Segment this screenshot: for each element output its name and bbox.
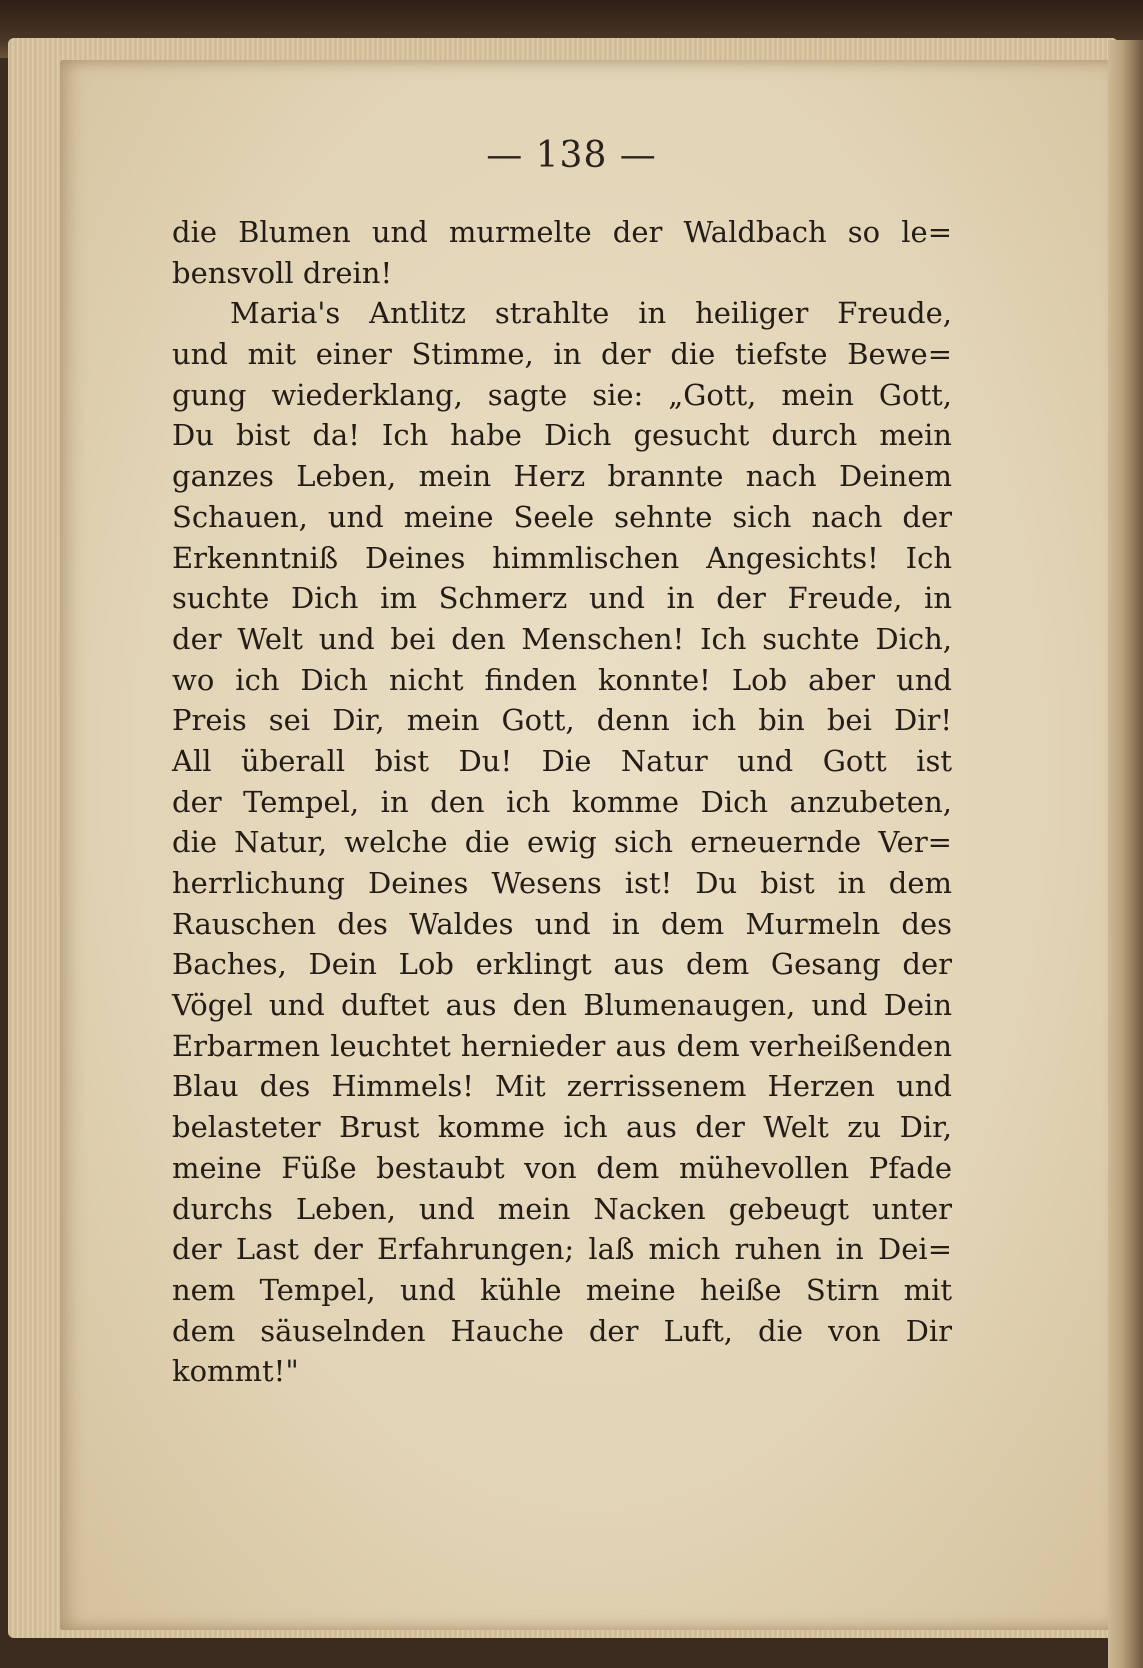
text-line: Rauschen des Waldes und in dem Murmeln des (172, 906, 952, 941)
text-line: Du bist da! Ich habe Dich gesucht durch mein (172, 418, 952, 453)
text-line: gung wiederklang, sagte sie: „Gott, mein Gott, (172, 377, 952, 412)
text-line: dem säuselnden Hauche der Luft, die von Dir (172, 1313, 952, 1348)
text-line: Baches, Dein Lob erklingt aus dem Gesang der (172, 947, 952, 982)
text-line: der Last der Erfahrungen; laß mich ruhen in Dei= (172, 1232, 952, 1267)
text-line: bensvoll drein! (172, 255, 393, 290)
text-line: die Blumen und murmelte der Waldbach so le= (172, 215, 952, 249)
text-line: herrlichung Deines Wesens ist! Du bist in dem (172, 866, 952, 900)
text-line: der Tempel, in den ich komme Dich anzubeten, (172, 784, 952, 819)
text-line: meine Füße bestaubt von dem mühevollen Pfade (172, 1150, 952, 1185)
text-line: kommt!" (172, 1354, 299, 1389)
text-line: die Natur, welche die ewig sich erneuernde Ver= (172, 825, 952, 860)
text-line: wo ich Dich nicht finden konnte! Lob aber und (172, 662, 952, 697)
text-line: Schauen, und meine Seele sehnte sich nach der (172, 499, 952, 534)
text-line: All überall bist Du! Die Natur und Gott ist (172, 743, 952, 778)
text-line: suchte Dich im Schmerz und in der Freude, in (172, 581, 952, 616)
text-line: Erkenntniß Deines himmlischen Angesichts! Ich (172, 540, 952, 575)
text-line: und mit einer Stimme, in der die tiefste Bewe= (172, 337, 952, 372)
page-number: — 138 — (486, 135, 657, 176)
text-line: Vögel und duftet aus den Blumenaugen, und Dein (172, 988, 952, 1023)
text-line: Erbarmen leuchtet hernieder aus dem verheißenden (172, 1028, 952, 1063)
text-line: belasteter Brust komme ich aus der Welt zu Dir, (172, 1110, 952, 1145)
body-text (172, 212, 952, 1392)
text-line: ganzes Leben, mein Herz brannte nach Deinem (172, 459, 952, 494)
text-line: Preis sei Dir, mein Gott, denn ich bin bei Dir! (172, 703, 952, 738)
text-line: Maria's Antlitz strahlte in heiliger Freude, (230, 296, 952, 331)
text-line: Blau des Himmels! Mit zerrissenem Herzen und (172, 1069, 952, 1104)
text-line: der Welt und bei den Menschen! Ich suchte Dich, (172, 621, 952, 656)
text-line: durchs Leben, und mein Nacken gebeugt unter (172, 1191, 952, 1226)
text-line: nem Tempel, und kühle meine heiße Stirn mit (172, 1272, 952, 1307)
book-gutter (1108, 40, 1143, 1668)
